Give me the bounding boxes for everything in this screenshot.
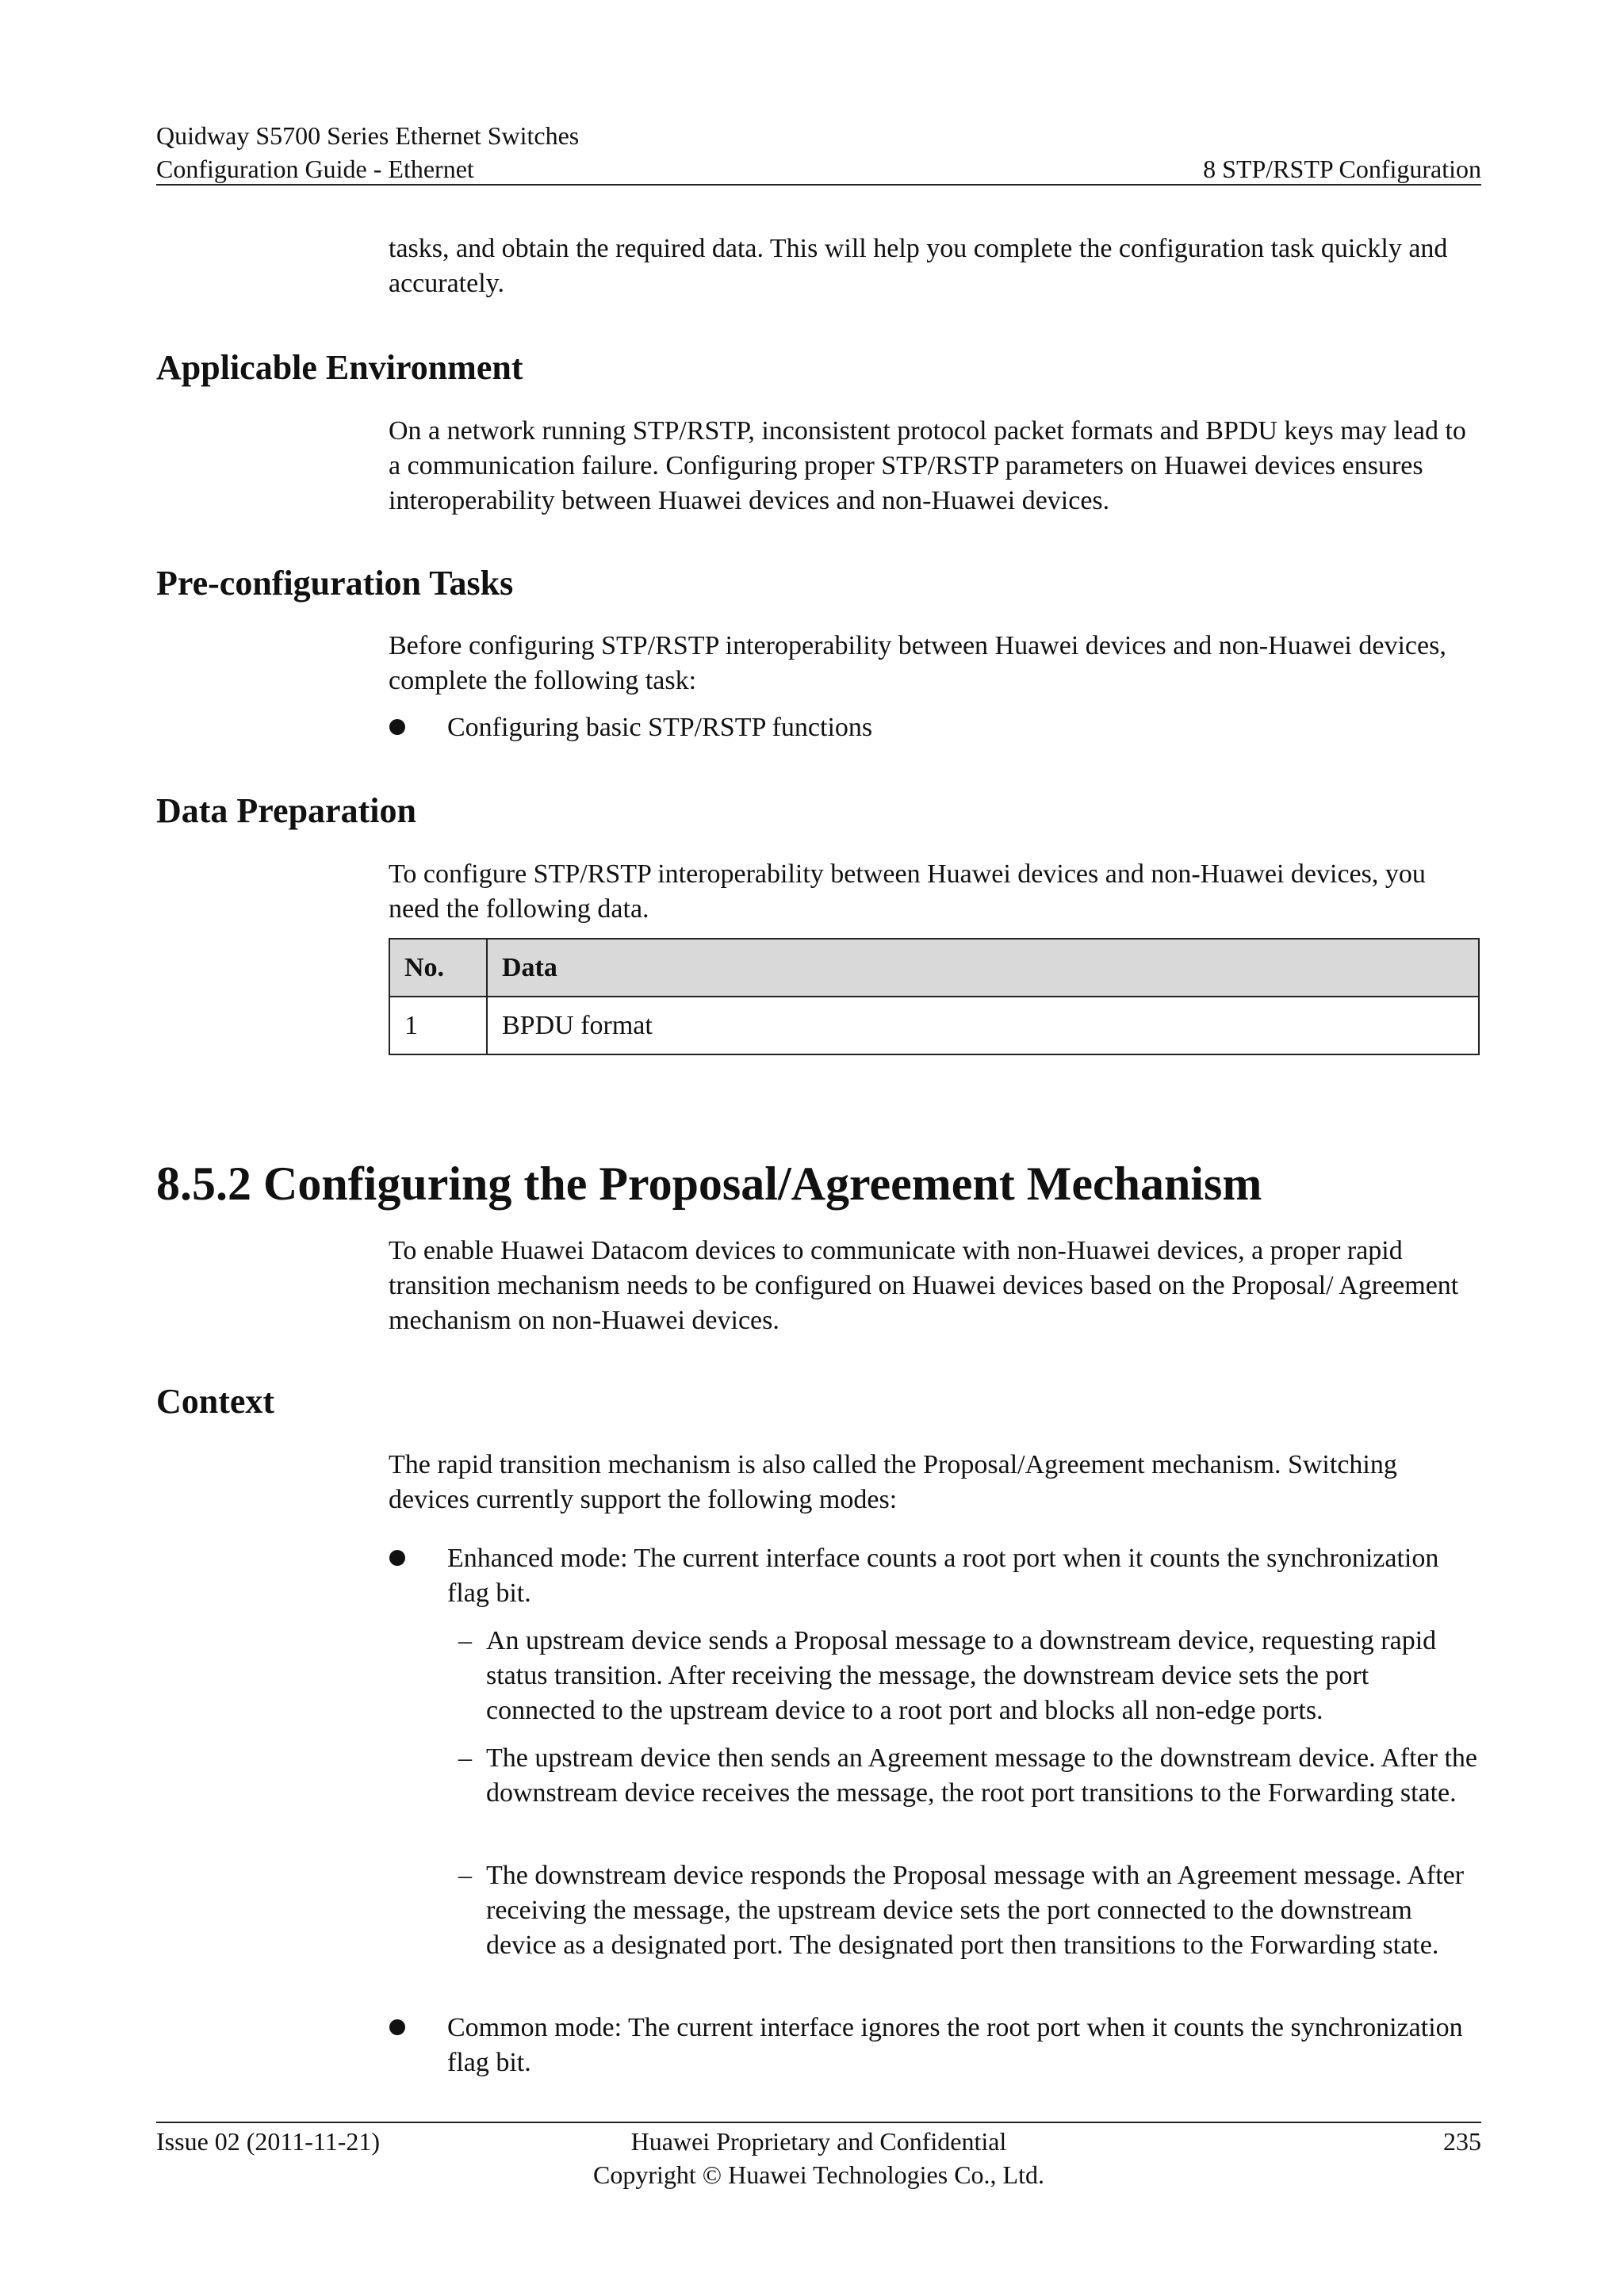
column-header-no: No.	[389, 939, 487, 997]
bullet-dot-icon	[389, 1549, 406, 1567]
table-row	[389, 997, 1479, 1054]
preconfiguration-text: Before configuring STP/RSTP interoperability between Huawei devices and non-Huawei devices, complete the following task:	[389, 631, 1446, 695]
context-heading: Context	[156, 1382, 275, 1421]
page-header	[156, 119, 1481, 186]
column-header-data: Data	[487, 939, 1479, 997]
applicable-environment-heading: Applicable Environment	[156, 348, 523, 387]
sub-list-item	[458, 1624, 1481, 1728]
list-item	[389, 2011, 1481, 2080]
enhanced-step-1: An upstream device sends a Proposal message to a downstream device, requesting rapid status transition. After receiving the message, the downstream device sets the port connected to the upstream device to a root port and blocks all non-edge ports.	[486, 1626, 1437, 1725]
dash-marker: –	[458, 1743, 472, 1773]
context-text: The rapid transition mechanism is also called the Proposal/Agreement mechanism. Switching devices currently support the following modes:	[389, 1450, 1397, 1514]
header-product: Quidway S5700 Series Ethernet Switches	[156, 121, 580, 150]
data-preparation-heading: Data Preparation	[156, 791, 416, 830]
header-divider	[156, 184, 1481, 186]
enhanced-mode-text: Enhanced mode: The current interface counts a root port when it counts the synchronization flag bit.	[447, 1544, 1439, 1608]
common-mode-text: Common mode: The current interface ignores the root port when it counts the synchronization flag bit.	[447, 2013, 1463, 2077]
sub-list-item	[458, 1858, 1481, 1963]
enhanced-step-3: The downstream device responds the Proposal message with an Agreement message. After receiving the message, the upstream device sets the port connected to the downstream device as a designated port. The designated port then transitions to the Forwarding state.	[486, 1861, 1465, 1960]
sub-list-item	[458, 1741, 1481, 1811]
bullet-dot-icon	[389, 2019, 406, 2036]
table-header-row	[389, 939, 1479, 997]
list-item	[389, 710, 1481, 745]
applicable-environment-text: On a network running STP/RSTP, inconsistent protocol packet formats and BPDU keys may lead to a communication failure. Configuring proper STP/RSTP parameters on Huawei devices ensures interoperability between Huawei devices and non-Huawei devices.	[389, 416, 1466, 515]
footer-divider	[156, 2122, 1481, 2123]
data-preparation-text: To configure STP/RSTP interoperability between Huawei devices and non-Huawei devices, you need the following data.	[389, 859, 1426, 924]
section-title: 8.5.2 Configuring the Proposal/Agreement Mechanism	[156, 1158, 1262, 1210]
intro-paragraph: tasks, and obtain the required data. This will help you complete the configuration task quickly and accurately.	[389, 234, 1448, 298]
enhanced-step-2: The upstream device then sends an Agreement message to the downstream device. After the downstream device receives the message, the root port transitions to the Forwarding state.	[486, 1743, 1478, 1808]
data-table	[389, 938, 1480, 1055]
header-guide: Configuration Guide - Ethernet	[156, 155, 474, 183]
page-number: 235	[1443, 2127, 1481, 2156]
footer-issue: Issue 02 (2011-11-21)	[156, 2127, 381, 2156]
footer-confidential: Huawei Proprietary and Confidential	[630, 2127, 1007, 2156]
table-cell-no: 1	[389, 997, 487, 1054]
dash-marker: –	[458, 1626, 472, 1655]
list-item	[389, 1541, 1481, 1611]
section-intro-text: To enable Huawei Datacom devices to communicate with non-Huawei devices, a proper rapid transition mechanism needs to be configured on Huawei devices based on the Proposal/ Agreement mechanism on non-Huawei devices.	[389, 1236, 1459, 1335]
footer-copyright: Copyright © Huawei Technologies Co., Ltd.	[593, 2160, 1044, 2189]
table-cell-data: BPDU format	[487, 997, 1479, 1054]
preconfiguration-task: Configuring basic STP/RSTP functions	[447, 713, 873, 742]
bullet-dot-icon	[389, 718, 406, 736]
dash-marker: –	[458, 1861, 472, 1890]
header-chapter: 8 STP/RSTP Configuration	[1203, 155, 1481, 183]
preconfiguration-heading: Pre-configuration Tasks	[156, 564, 514, 603]
